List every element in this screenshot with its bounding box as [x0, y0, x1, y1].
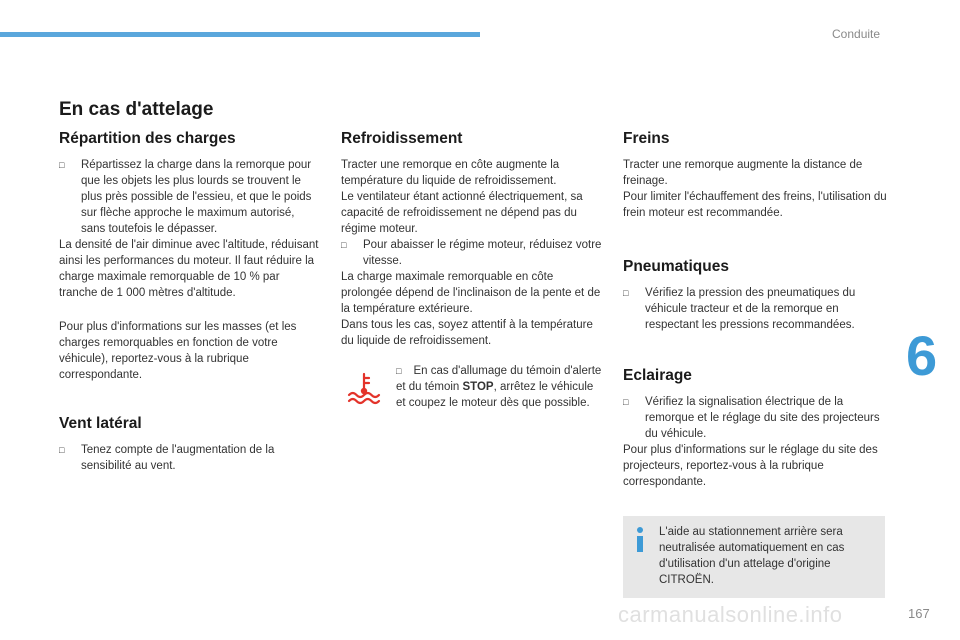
bullet-item — [341, 237, 603, 269]
bullet-marker-icon: □ — [623, 397, 629, 407]
heading-vent: Vent latéral — [59, 415, 142, 432]
bullet-marker-icon: □ — [396, 366, 402, 376]
bullet-item — [59, 442, 321, 474]
column-freins — [623, 130, 888, 490]
info-box — [623, 516, 885, 598]
bullet-text: Vérifiez la signalisation électrique de la remorque et le réglage du site des projecteurs du véhicule. — [645, 396, 880, 440]
alert-text: □ En cas d'allumage du témoin d'alerte et du témoin STOP, arrêtez le véhicule et coupez le moteur dès que possible. — [396, 365, 602, 409]
bullet-marker-icon: □ — [59, 445, 65, 455]
paragraph: La charge maximale remorquable en côte prolongée dépend de l'inclinaison de la pente et de la température extérieure. — [341, 271, 601, 315]
paragraph: Dans tous les cas, soyez attentif à la température du liquide de refroidissement. — [341, 319, 593, 347]
top-accent-bar — [0, 32, 480, 37]
page-title: En cas d'attelage — [59, 99, 214, 120]
paragraph: Tracter une remorque en côte augmente la température du liquide de refroidissement. — [341, 159, 560, 187]
stop-label: STOP — [462, 381, 494, 393]
column-refroidissement — [341, 130, 603, 349]
page-number: 167 — [908, 606, 930, 621]
bullet-item — [623, 394, 888, 442]
chapter-number: 6 — [906, 324, 938, 387]
bullet-text: Tenez compte de l'augmentation de la sensibilité au vent. — [81, 444, 275, 472]
column-charges — [59, 130, 321, 474]
bullet-marker-icon: □ — [623, 288, 629, 298]
bullet-marker-icon: □ — [341, 240, 347, 250]
heading-charges: Répartition des charges — [59, 130, 236, 147]
heading-freins: Freins — [623, 130, 670, 147]
heading-pneumatiques: Pneumatiques — [623, 258, 729, 275]
paragraph: Pour plus d'informations sur le réglage du site des projecteurs, reportez-vous à la rubrique correspondante. — [623, 444, 878, 488]
bullet-text: Répartissez la charge dans la remorque pour que les objets les plus lourds se trouvent le plus près possible de l'essieu, et que le poids sur flèche approche le maximum autorisé, sans toutefois le dépasser. — [81, 159, 312, 235]
paragraph: Le ventilateur étant actionné électriquement, sa capacité de refroidissement ne dépend pas du régime moteur. — [341, 191, 583, 235]
paragraph: La densité de l'air diminue avec l'altitude, réduisant ainsi les performances du moteur. Il faut réduire la charge maximale remorquable de 10 % par tranche de 1 000 mètres d'altitude. — [59, 239, 319, 299]
bullet-marker-icon: □ — [59, 160, 65, 170]
paragraph: Pour plus d'informations sur les masses (et les charges remorquables en fonction de votre véhicule), reportez-vous à la rubrique correspondante. — [59, 321, 297, 381]
bullet-item — [623, 285, 888, 333]
watermark: carmanualsonline.info — [618, 602, 843, 627]
paragraph: Tracter une remorque augmente la distance de freinage. — [623, 159, 863, 187]
paragraph: Pour limiter l'échauffement des freins, l'utilisation du frein moteur est recommandée. — [623, 191, 887, 219]
bullet-item — [59, 157, 321, 237]
heading-eclairage: Eclairage — [623, 367, 692, 384]
heading-refroidissement: Refroidissement — [341, 130, 463, 147]
bullet-text: Vérifiez la pression des pneumatiques du véhicule tracteur et de la remorque en respectant les pressions recommandées. — [645, 287, 856, 331]
bullet-text: Pour abaisser le régime moteur, réduisez votre vitesse. — [363, 239, 602, 267]
info-icon — [633, 526, 647, 554]
info-text: L'aide au stationnement arrière sera neutralisée automatiquement en cas d'utilisation d'un attelage d'origine CITROËN. — [659, 526, 845, 586]
coolant-temperature-warning-icon — [346, 371, 382, 405]
section-label: Conduite — [832, 27, 881, 41]
